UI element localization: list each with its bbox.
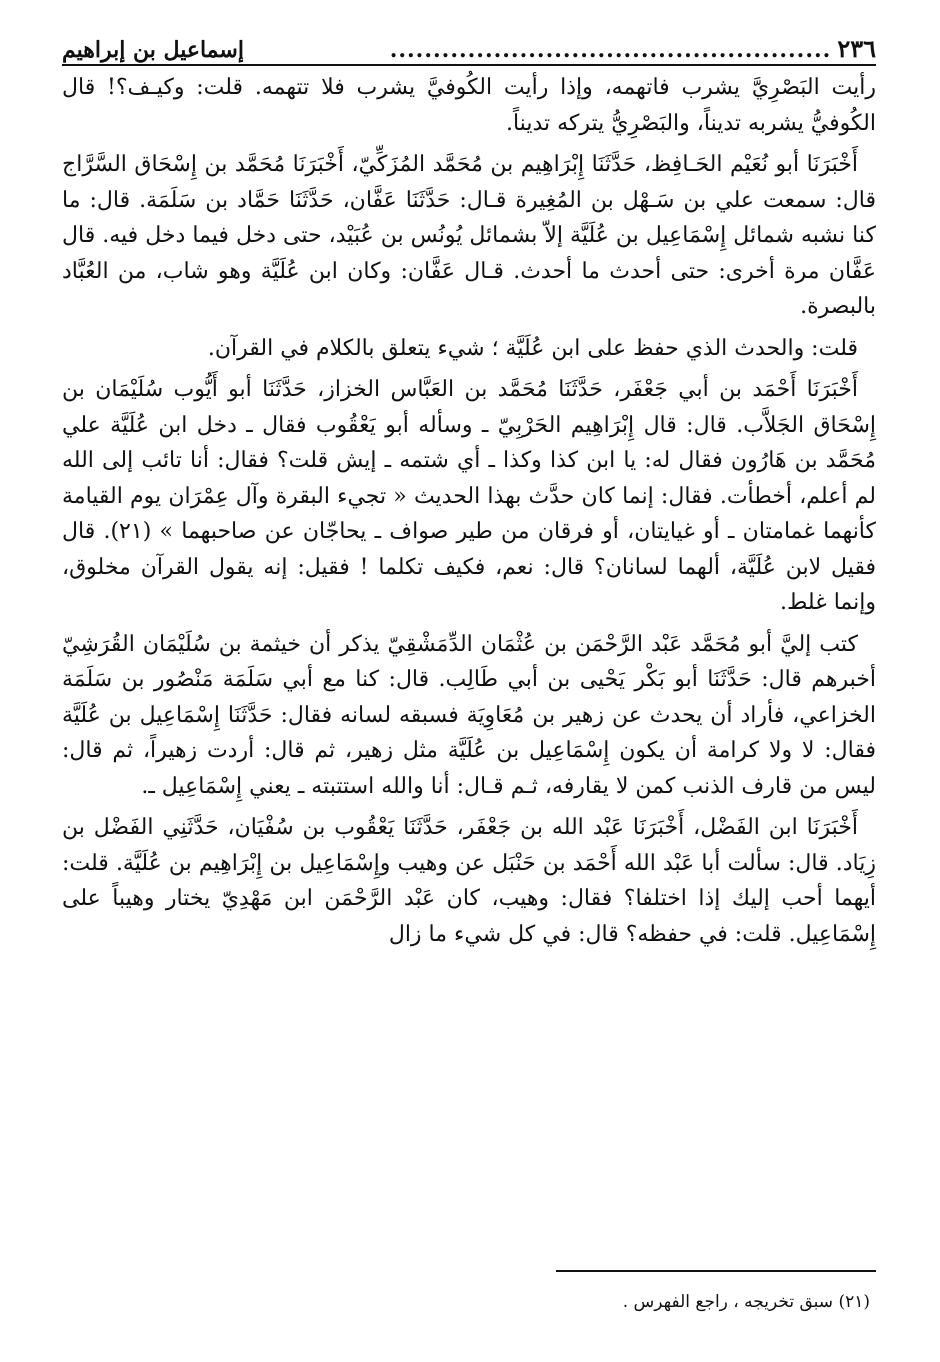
page-body	[62, 70, 876, 952]
header-leader-dots: ...................................................	[389, 37, 832, 63]
paragraph: أَخْبَرَنَا أَحْمَد بن أبي جَعْفَر، حَدَّثَنَا مُحَمَّد بن العَبَّاس الخزاز، حَدَّثَنَا أبو أَيُّوب سُلَيْمَان بن إِسْحَاق الجَلاَّب. قال: قال إِبْرَاهِيم الحَرْبِيّ ـ وسأله أبو يَعْقُوب فقال ـ دخل ابن عُلَيَّة علي مُحَمَّد بن هَارُون فقال له: يا ابن كذا وكذا ـ أي شتمه ـ إيش قلت؟ فقال: أنا تائب إلى الله لم أعلم، أخطأت. فقال: إنما كان حدَّث بهذا الحديث « تجيء البقرة وآل عِمْرَان يوم القيامة كأنهما غمامتان ـ أو غيايتان، أو فرقان من طير صواف ـ يحاجّان عن صاحبهما » (٢١). قال فقيل لابن عُلَيَّة، ألهما لسانان؟ قال: نعم، فكيف تكلما ! فقيل: إنه يقول القرآن مخلوق، وإنما غلط.	[62, 377, 876, 615]
paragraph: أَخْبَرَنَا ابن الفَضْل، أَخْبَرَنَا عَبْد الله بن جَعْفَر، حَدَّثَنَا يَعْقُوب بن سُفْيَان، حَدَّثَنِي الفَضْل بن زِيَاد. قال: سألت أبا عَبْد الله أَحْمَد بن حَنْبَل عن وهيب وإِسْمَاعِيل بن إِبْرَاهِيم بن عُلَيَّة. قلت: أيهما أحب إليك إذا اختلفا؟ فقال: وهيب، كان عَبْد الرَّحْمَن ابن مَهْدِيّ يختار وهيباً على إِسْمَاعِيل. قلت: في حفظه؟ قال: في كل شيء ما زال	[62, 815, 876, 947]
footnote: (٢١) سبق تخريجه ، راجع الفهرس .	[622, 1292, 870, 1312]
paragraph: قلت: والحدث الذي حفظ على ابن عُلَيَّة ؛ شيء يتعلق بالكلام في القرآن.	[207, 335, 858, 361]
footnote-divider	[556, 1270, 876, 1272]
running-title: إسماعيل بن إبراهيم	[62, 37, 244, 63]
paragraph: كتب إليَّ أبو مُحَمَّد عَبْد الرَّحْمَن بن عُثْمَان الدِّمَشْقِيّ يذكر أن خيثمة بن سُلَيْمَان القُرَشِيّ أخبرهم قال: حَدَّثَنَا أبو بَكْر يَحْيى بن أبي طَالِب. قال: كنا مع أبي سَلَمَة مَنْصُور بن سَلَمَة الخزاعي، فأراد أن يحدث عن زهير بن مُعَاوِيَة فسبقه لسانه فقال: حَدَّثَنَا إِسْمَاعِيل بن عُلَيَّة فقال: لا ولا كرامة أن يكون إِسْمَاعِيل بن عُلَيَّة مثل زهير، ثم قال: أردت زهيراً، ثم قال: ليس من قارف الذنب كمن لا يقارفه، ثـم قـال: أنا والله استتبته ـ يعني إِسْمَاعِيل ـ.	[62, 631, 876, 799]
page-number: ٢٣٦	[837, 34, 876, 63]
paragraph: رأيت البَصْرِيَّ يشرب فاتهمه، وإذا رأيت الكُوفيَّ يشرب فلا تتهمه. قلت: وكيـف؟! قال الكُوفيُّ يشربه تديناً، والبَصْرِيُّ يتركه تديناً.	[62, 75, 876, 136]
page-header	[62, 34, 876, 66]
paragraph: أَخْبَرَنَا أبو نُعَيْم الحَـافِظ، حَدَّثَنَا إِبْرَاهِيم بن مُحَمَّد المُزَكِّيّ، أَخْبَرَنَا مُحَمَّد بن إِسْحَاق السَّرَّاج قال: سمعت علي بن سَـهْل بن المُغِيرة قـال: حَدَّثَنَا عَفَّان، حَدَّثَنَا حَمَّاد بن سَلَمَة. قال: ما كنا نشبه شمائل إِسْمَاعِيل بن عُلَيَّة إلاّ بشمائل يُونُس بن عُبَيْد، حتى دخل فيما دخل فيه. قال عَفَّان مرة أخرى: حتى أحدث ما أحدث. قـال عَفَّان: وكان ابن عُلَيَّة وهو شاب، من العُبَّاد بالبصرة.	[62, 152, 876, 319]
